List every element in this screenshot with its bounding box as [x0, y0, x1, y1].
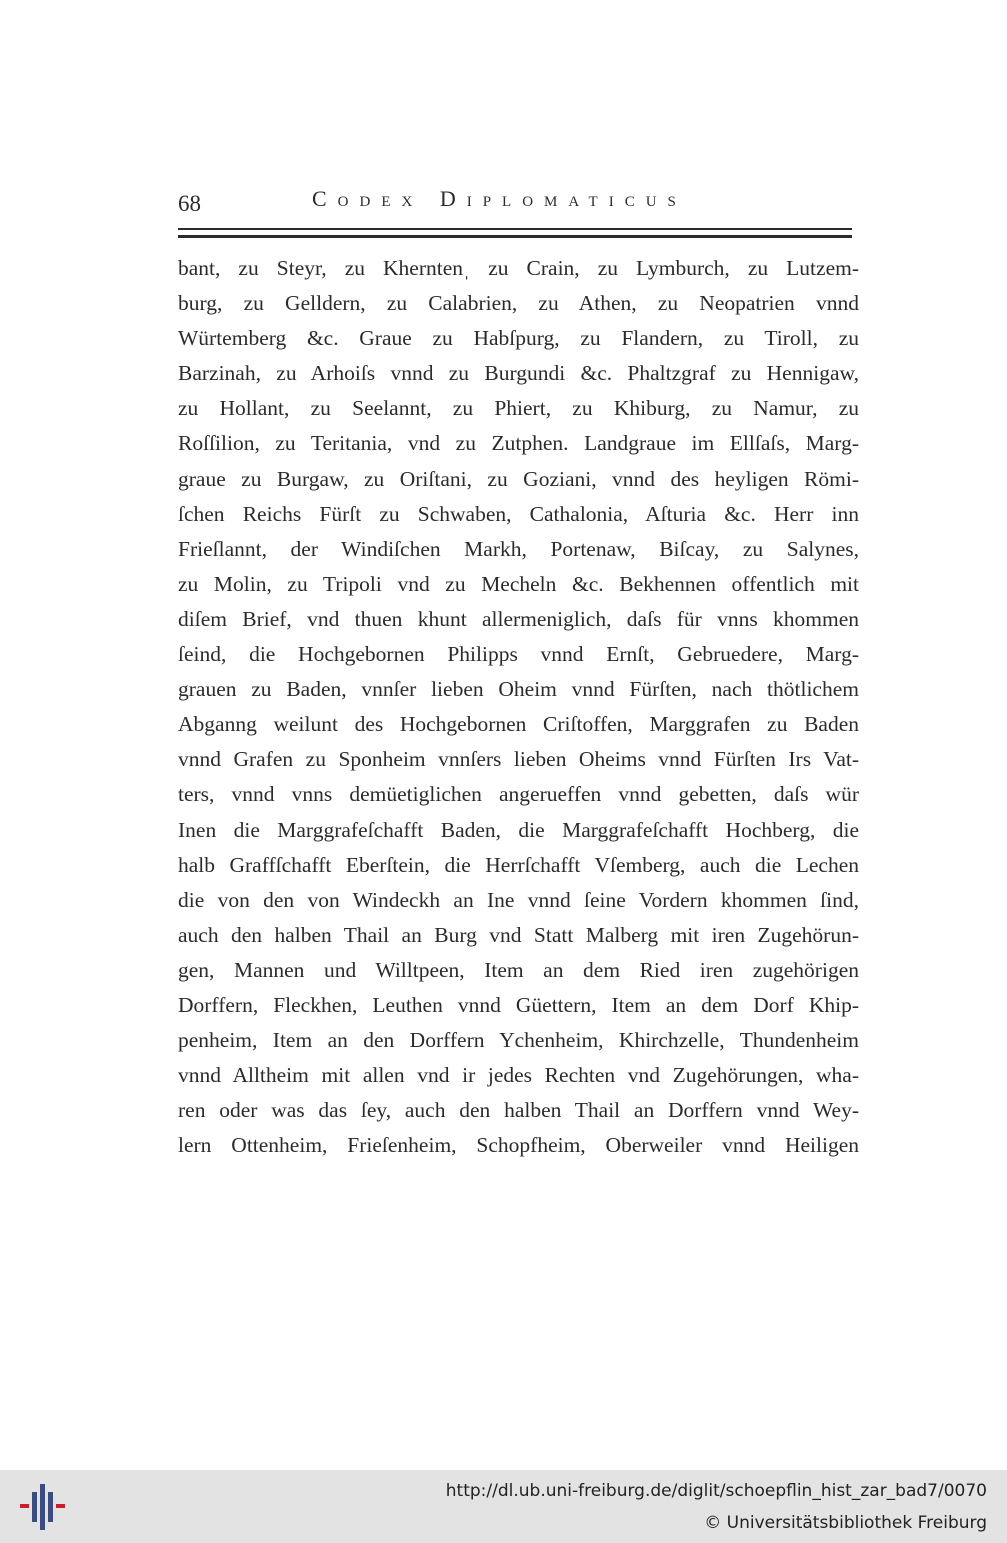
text-line: grauen zu Baden, vnnſer lieben Oheim vnnd Fürſten, nach thötlichem	[178, 677, 859, 702]
page-number: 68	[178, 191, 201, 216]
text-line: ſeind, die Hochgebornen Philipps vnnd Ernſt, Gebruedere, Marg-	[178, 642, 859, 667]
text-line: auch den halben Thail an Burg vnd Statt Malberg mit iren Zugehörun-	[178, 922, 859, 947]
text-line: lern Ottenheim, Frieſenheim, Schopfheim, Oberweiler vnnd Heiligen	[178, 1133, 859, 1158]
text-line: zu Molin, zu Tripoli vnd zu Mecheln &c. Bekhennen offentlich mit	[178, 571, 859, 596]
text-line: burg, zu Gelldern, zu Calabrien, zu Athen, zu Neopatrien vnnd	[178, 291, 859, 316]
text-line: Roſſilion, zu Teritania, vnd zu Zutphen. Landgraue im Ellſaſs, Marg-	[178, 431, 859, 456]
text-line: vnnd Alltheim mit allen vnd ir jedes Rechten vnd Zugehörungen, wha-	[178, 1063, 859, 1088]
copyright-notice: © Universitätsbibliothek Freiburg	[704, 1513, 987, 1533]
body-text	[178, 251, 859, 1163]
text-line: ſchen Reichs Fürſt zu Schwaben, Cathalonia, Aſturia &c. Herr inn	[178, 501, 859, 526]
text-line: halb Graffſchafft Eberſtein, die Herrſchafft Vſemberg, auch die Lechen	[178, 852, 859, 877]
text-line: die von den von Windeckh an Ine vnnd ſeine Vordern khommen ſind,	[178, 887, 859, 912]
header-rule-bottom	[178, 235, 852, 238]
text-line: diſem Brief, vnd thuen khunt allermeniglich, daſs für vnns khommen	[178, 606, 859, 631]
text-line: ren oder was das ſey, auch den halben Thail an Dorffern vnnd Wey-	[178, 1098, 859, 1123]
text-line: Dorffern, Fleckhen, Leuthen vnnd Güettern, Item an dem Dorf Khip-	[178, 992, 859, 1017]
viewer-footer	[0, 1470, 1007, 1543]
text-line: ters, vnnd vnns demüetiglichen angerueffen vnnd gebetten, daſs wür	[178, 782, 859, 807]
permalink-url[interactable]: http://dl.ub.uni-freiburg.de/diglit/schoepflin_hist_zar_bad7/0070	[445, 1481, 987, 1501]
text-line: penheim, Item an den Dorffern Ychenheim, Khirchzelle, Thundenheim	[178, 1028, 859, 1053]
text-line: bant, zu Steyr, zu Kherntenˌ zu Crain, zu Lymburch, zu Lutzem-	[178, 256, 859, 280]
text-line: zu Hollant, zu Seelannt, zu Phiert, zu Khiburg, zu Namur, zu	[178, 396, 859, 421]
text-line: graue zu Burgaw, zu Oriſtani, zu Goziani, vnnd des heyligen Römi-	[178, 466, 859, 491]
text-line: Barzinah, zu Arhoiſs vnnd zu Burgundi &c. Phaltzgraf zu Hennigaw,	[178, 361, 859, 386]
ub-freiburg-logo-icon[interactable]	[20, 1484, 64, 1530]
text-line: gen, Mannen und Willtpeen, Item an dem Ried iren zugehörigen	[178, 957, 859, 982]
text-line: Inen die Marggrafeſchafft Baden, die Marggrafeſchafft Hochberg, die	[178, 817, 859, 842]
text-line: Abganng weilunt des Hochgebornen Criſtoffen, Marggrafen zu Baden	[178, 712, 859, 737]
text-line: vnnd Grafen zu Sponheim vnnſers lieben Oheims vnnd Fürſten Irs Vat-	[178, 747, 859, 772]
running-title: Codex Diplomaticus	[312, 186, 687, 211]
text-line: Würtemberg &c. Graue zu Habſpurg, zu Flandern, zu Tiroll, zu	[178, 326, 859, 351]
header-rule-top	[178, 228, 852, 230]
text-line: Frieſlannt, der Windiſchen Markh, Portenaw, Biſcay, zu Salynes,	[178, 536, 859, 561]
